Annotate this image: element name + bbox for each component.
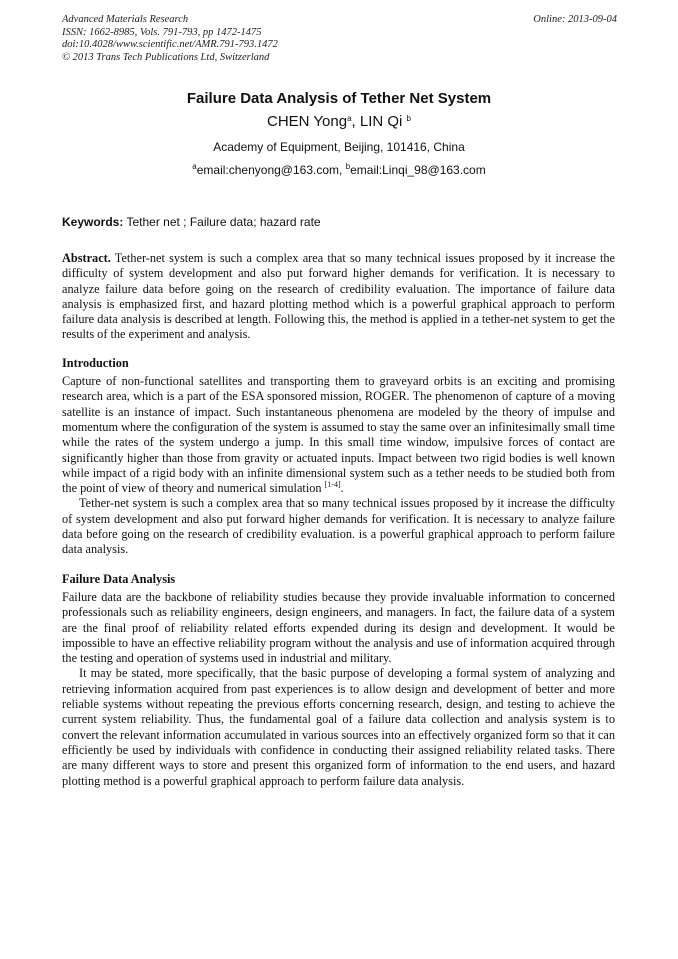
email-1-mark: a — [192, 162, 197, 171]
introduction-paragraph-1-text: Capture of non-functional satellites and transporting them to graveyard orbits is an exciting and promising research area, which is a part of the ESA sponsored mission, ROGER. The phenomenon of capture of a moving satellite is an instance of impact. Such instantaneous phenomena are modeled by the theory of impulse and momentum where the configuration of the system is assumed to stay the same over an infinitesimally small time while the rates of the system undergo a jump. In this small time window, impulsive forces of contact are significantly higher than those from gravity or actuated inputs. Impact between two rigid bodies is well known while impact of a rigid body with an infinite dimensional system such as a tether needs to be studied both from the point of view of theory and numerical simulation — [62, 374, 615, 496]
email-line — [0, 163, 678, 177]
keywords — [62, 215, 617, 229]
paper-body — [62, 251, 615, 789]
failure-data-paragraph-1: Failure data are the backbone of reliability studies because they provide invaluable information to concerned professionals such as reliability engineers, design engineers, and managers. In fact, the failure data of a system are the final proof of reliability related efforts expended during its design and development. It would be impossible to have an effective reliability program without the analysis and use of information acquired through the testing and operation of systems used in industrial and military. — [62, 589, 615, 666]
introduction-paragraph-1-end: . — [340, 481, 344, 496]
failure-data-heading: Failure Data Analysis — [62, 571, 176, 586]
affiliation: Academy of Equipment, Beijing, 101416, China — [213, 140, 465, 154]
issn-line: ISSN: 1662-8985, Vols. 791-793, pp 1472-1475 — [62, 26, 262, 38]
author-2-affil-mark: b — [406, 114, 411, 123]
abstract-label: Abstract. — [62, 251, 111, 265]
journal-name: Advanced Materials Research — [62, 14, 189, 25]
introduction-paragraph-1 — [62, 374, 615, 496]
email-2: email:Linqi_98@163.com — [350, 163, 486, 177]
failure-data-paragraph-2: It may be stated, more specifically, that the basic purpose of developing a formal system of analyzing and retrieving information acquired from past experiences is to allow design and development of better and more reliable systems without repeating the previous efforts concerning research, design, and testing to achieve the current system reliability. Thus, the fundamental goal of a failure data collection and analysis system is to convert the relevant information accumulated in various sources into an effectively organized form so that it can efficiently be used by individuals with confidence in conducting their assigned reliability related tasks. There are many different ways to store and present this organized form of information to the end users, and hazard plotting method is a powerful graphical approach to perform failure data analysis. — [62, 666, 615, 788]
introduction-paragraph-2: Tether-net system is such a complex area that so many technical issues proposed by it increase the difficulty of system development and also put forward higher demands for verification. It is necessary to analyze failure data before going on the research of credibility evaluation. is a powerful graphical approach to perform failure data analysis. — [62, 496, 615, 557]
introduction-heading: Introduction — [62, 355, 129, 370]
keywords-label: Keywords: — [62, 215, 124, 229]
copyright-line: © 2013 Trans Tech Publications Ltd, Switzerland — [62, 51, 270, 63]
author-1-affil-mark: a — [347, 114, 352, 123]
title-block — [0, 90, 678, 177]
journal-header — [62, 14, 617, 64]
paper-title: Failure Data Analysis of Tether Net System — [186, 90, 492, 107]
online-date: Online: 2013-09-04 — [533, 14, 617, 25]
abstract — [62, 251, 615, 343]
keywords-text: Tether net ; Failure data; hazard rate — [123, 215, 321, 229]
doi-line: doi:10.4028/www.scientific.net/AMR.791-793.1472 — [62, 39, 278, 50]
citation-ref: [1-4] — [324, 480, 341, 490]
author-list — [0, 113, 678, 131]
abstract-text: Tether-net system is such a complex area that so many technical issues proposed by it increase the difficulty of system development and also put forward higher demands for verification. It is necessary to analyze failure data before going on the research of credibility evaluation. The importance of failure data analysis is emphasized first, and hazard plotting method which is a powerful graphical approach to perform failure data analysis is described at length. Following this, the method is applied in a tether-net system to get the results of the experiment and analysis. — [62, 251, 615, 342]
author-1: CHEN Yong — [267, 113, 348, 130]
email-1: email:chenyong@163.com, — [196, 163, 346, 177]
author-2: LIN Qi — [359, 113, 403, 130]
author-separator: , — [351, 113, 360, 130]
email-2-mark: b — [345, 162, 351, 171]
